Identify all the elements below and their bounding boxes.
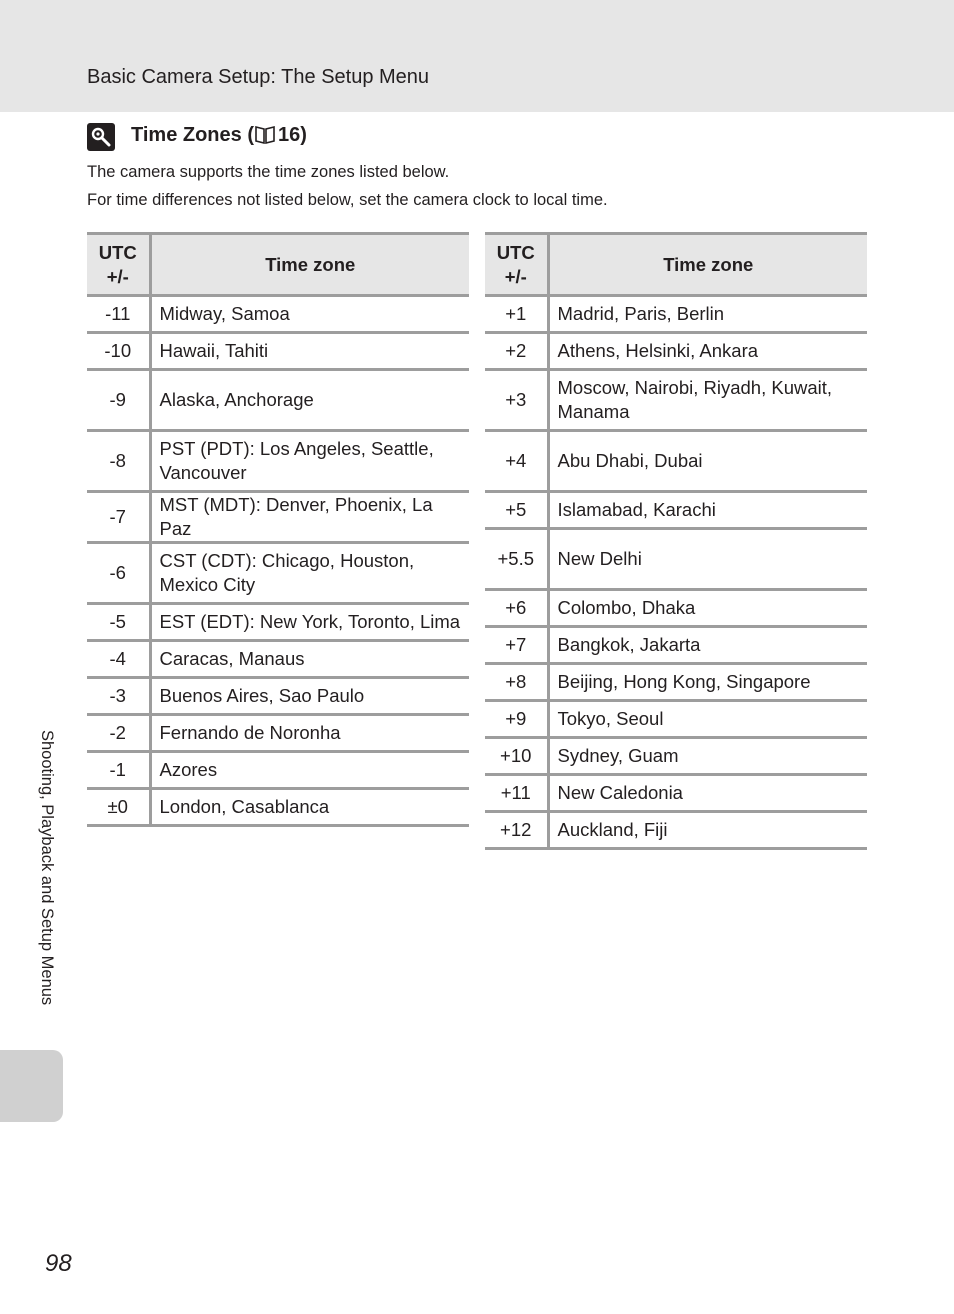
time-zone-cell: Madrid, Paris, Berlin xyxy=(548,296,867,333)
time-zone-cell: EST (EDT): New York, Toronto, Lima xyxy=(150,604,469,641)
section-title-close: ) xyxy=(300,124,307,146)
table-row xyxy=(87,543,469,604)
time-zone-cell: Sydney, Guam xyxy=(548,738,867,775)
time-zone-cell: MST (MDT): Denver, Phoenix, La Paz xyxy=(150,492,469,543)
time-zone-cell: CST (CDT): Chicago, Houston, Mexico City xyxy=(150,543,469,604)
header-band xyxy=(0,0,954,112)
time-zone-table-right xyxy=(485,232,867,850)
utc-offset-cell: +5 xyxy=(485,492,548,529)
table-row xyxy=(87,333,469,370)
utc-offset-cell: -7 xyxy=(87,492,150,543)
time-zone-cell: London, Casablanca xyxy=(150,789,469,826)
utc-offset-cell: -4 xyxy=(87,641,150,678)
time-zone-cell: New Caledonia xyxy=(548,775,867,812)
utc-offset-cell: -3 xyxy=(87,678,150,715)
table-row xyxy=(485,492,867,529)
utc-offset-cell: +4 xyxy=(485,431,548,492)
table-row xyxy=(485,664,867,701)
utc-offset-cell: +2 xyxy=(485,333,548,370)
table-row xyxy=(485,701,867,738)
time-zone-cell: Auckland, Fiji xyxy=(548,812,867,849)
table-row xyxy=(87,715,469,752)
table-row xyxy=(485,812,867,849)
table-row xyxy=(87,370,469,431)
intro-line-1: The camera supports the time zones listed below. xyxy=(87,163,450,181)
utc-offset-cell: +6 xyxy=(485,590,548,627)
setup-wrench-icon xyxy=(87,123,115,151)
utc-offset-cell: -9 xyxy=(87,370,150,431)
table-row xyxy=(87,641,469,678)
time-zone-cell: Tokyo, Seoul xyxy=(548,701,867,738)
time-zone-cell: Fernando de Noronha xyxy=(150,715,469,752)
time-zone-cell: Midway, Samoa xyxy=(150,296,469,333)
utc-offset-cell: -6 xyxy=(87,543,150,604)
table-row xyxy=(485,738,867,775)
time-zone-cell: Islamabad, Karachi xyxy=(548,492,867,529)
time-zone-table-left xyxy=(87,232,469,827)
time-zone-cell: Colombo, Dhaka xyxy=(548,590,867,627)
table-row xyxy=(485,296,867,333)
time-zone-cell: Beijing, Hong Kong, Singapore xyxy=(548,664,867,701)
time-zone-cell: Moscow, Nairobi, Riyadh, Kuwait, Manama xyxy=(548,370,867,431)
utc-offset-cell: +5.5 xyxy=(485,529,548,590)
utc-offset-cell: -10 xyxy=(87,333,150,370)
table-row xyxy=(485,529,867,590)
time-zone-cell: Athens, Helsinki, Ankara xyxy=(548,333,867,370)
utc-offset-cell: -11 xyxy=(87,296,150,333)
utc-offset-cell: +1 xyxy=(485,296,548,333)
page-number: 98 xyxy=(45,1250,72,1277)
utc-column-header: UTC +/- xyxy=(87,234,150,296)
section-heading xyxy=(87,122,307,152)
time-zone-cell: PST (PDT): Los Angeles, Seattle, Vancouver xyxy=(150,431,469,492)
table-row xyxy=(87,678,469,715)
table-row xyxy=(485,627,867,664)
utc-offset-cell: +3 xyxy=(485,370,548,431)
time-zone-cell: Alaska, Anchorage xyxy=(150,370,469,431)
section-title xyxy=(131,124,307,150)
utc-offset-cell: -8 xyxy=(87,431,150,492)
time-zone-cell: Caracas, Manaus xyxy=(150,641,469,678)
utc-offset-cell: +12 xyxy=(485,812,548,849)
table-row xyxy=(485,775,867,812)
section-title-text: Time Zones ( xyxy=(131,124,254,146)
utc-offset-cell: -5 xyxy=(87,604,150,641)
table-row xyxy=(485,590,867,627)
time-zone-cell: Bangkok, Jakarta xyxy=(548,627,867,664)
table-header-row xyxy=(485,234,867,296)
time-zone-cell: New Delhi xyxy=(548,529,867,590)
utc-offset-cell: ±0 xyxy=(87,789,150,826)
time-zone-cell: Azores xyxy=(150,752,469,789)
time-zone-cell: Hawaii, Tahiti xyxy=(150,333,469,370)
section-ref-page: 16 xyxy=(278,124,301,146)
utc-offset-cell: +9 xyxy=(485,701,548,738)
table-row xyxy=(87,296,469,333)
utc-offset-cell: +8 xyxy=(485,664,548,701)
utc-offset-cell: +10 xyxy=(485,738,548,775)
utc-offset-cell: -2 xyxy=(87,715,150,752)
table-row xyxy=(87,431,469,492)
time-zone-column-header: Time zone xyxy=(150,234,469,296)
table-row xyxy=(485,431,867,492)
book-reference-icon xyxy=(255,125,275,150)
page-header-title: Basic Camera Setup: The Setup Menu xyxy=(87,66,430,88)
table-row xyxy=(87,492,469,543)
utc-offset-cell: -1 xyxy=(87,752,150,789)
sidebar-section-label: Shooting, Playback and Setup Menus xyxy=(38,730,56,1006)
table-row xyxy=(87,752,469,789)
utc-column-header: UTC +/- xyxy=(485,234,548,296)
time-zone-cell: Abu Dhabi, Dubai xyxy=(548,431,867,492)
table-row xyxy=(87,789,469,826)
intro-line-2: For time differences not listed below, set the camera clock to local time. xyxy=(87,191,608,209)
utc-offset-cell: +7 xyxy=(485,627,548,664)
time-zone-cell: Buenos Aires, Sao Paulo xyxy=(150,678,469,715)
table-row xyxy=(485,370,867,431)
time-zone-column-header: Time zone xyxy=(548,234,867,296)
table-header-row xyxy=(87,234,469,296)
section-tab xyxy=(0,1050,63,1122)
table-row xyxy=(87,604,469,641)
table-row xyxy=(485,333,867,370)
utc-offset-cell: +11 xyxy=(485,775,548,812)
